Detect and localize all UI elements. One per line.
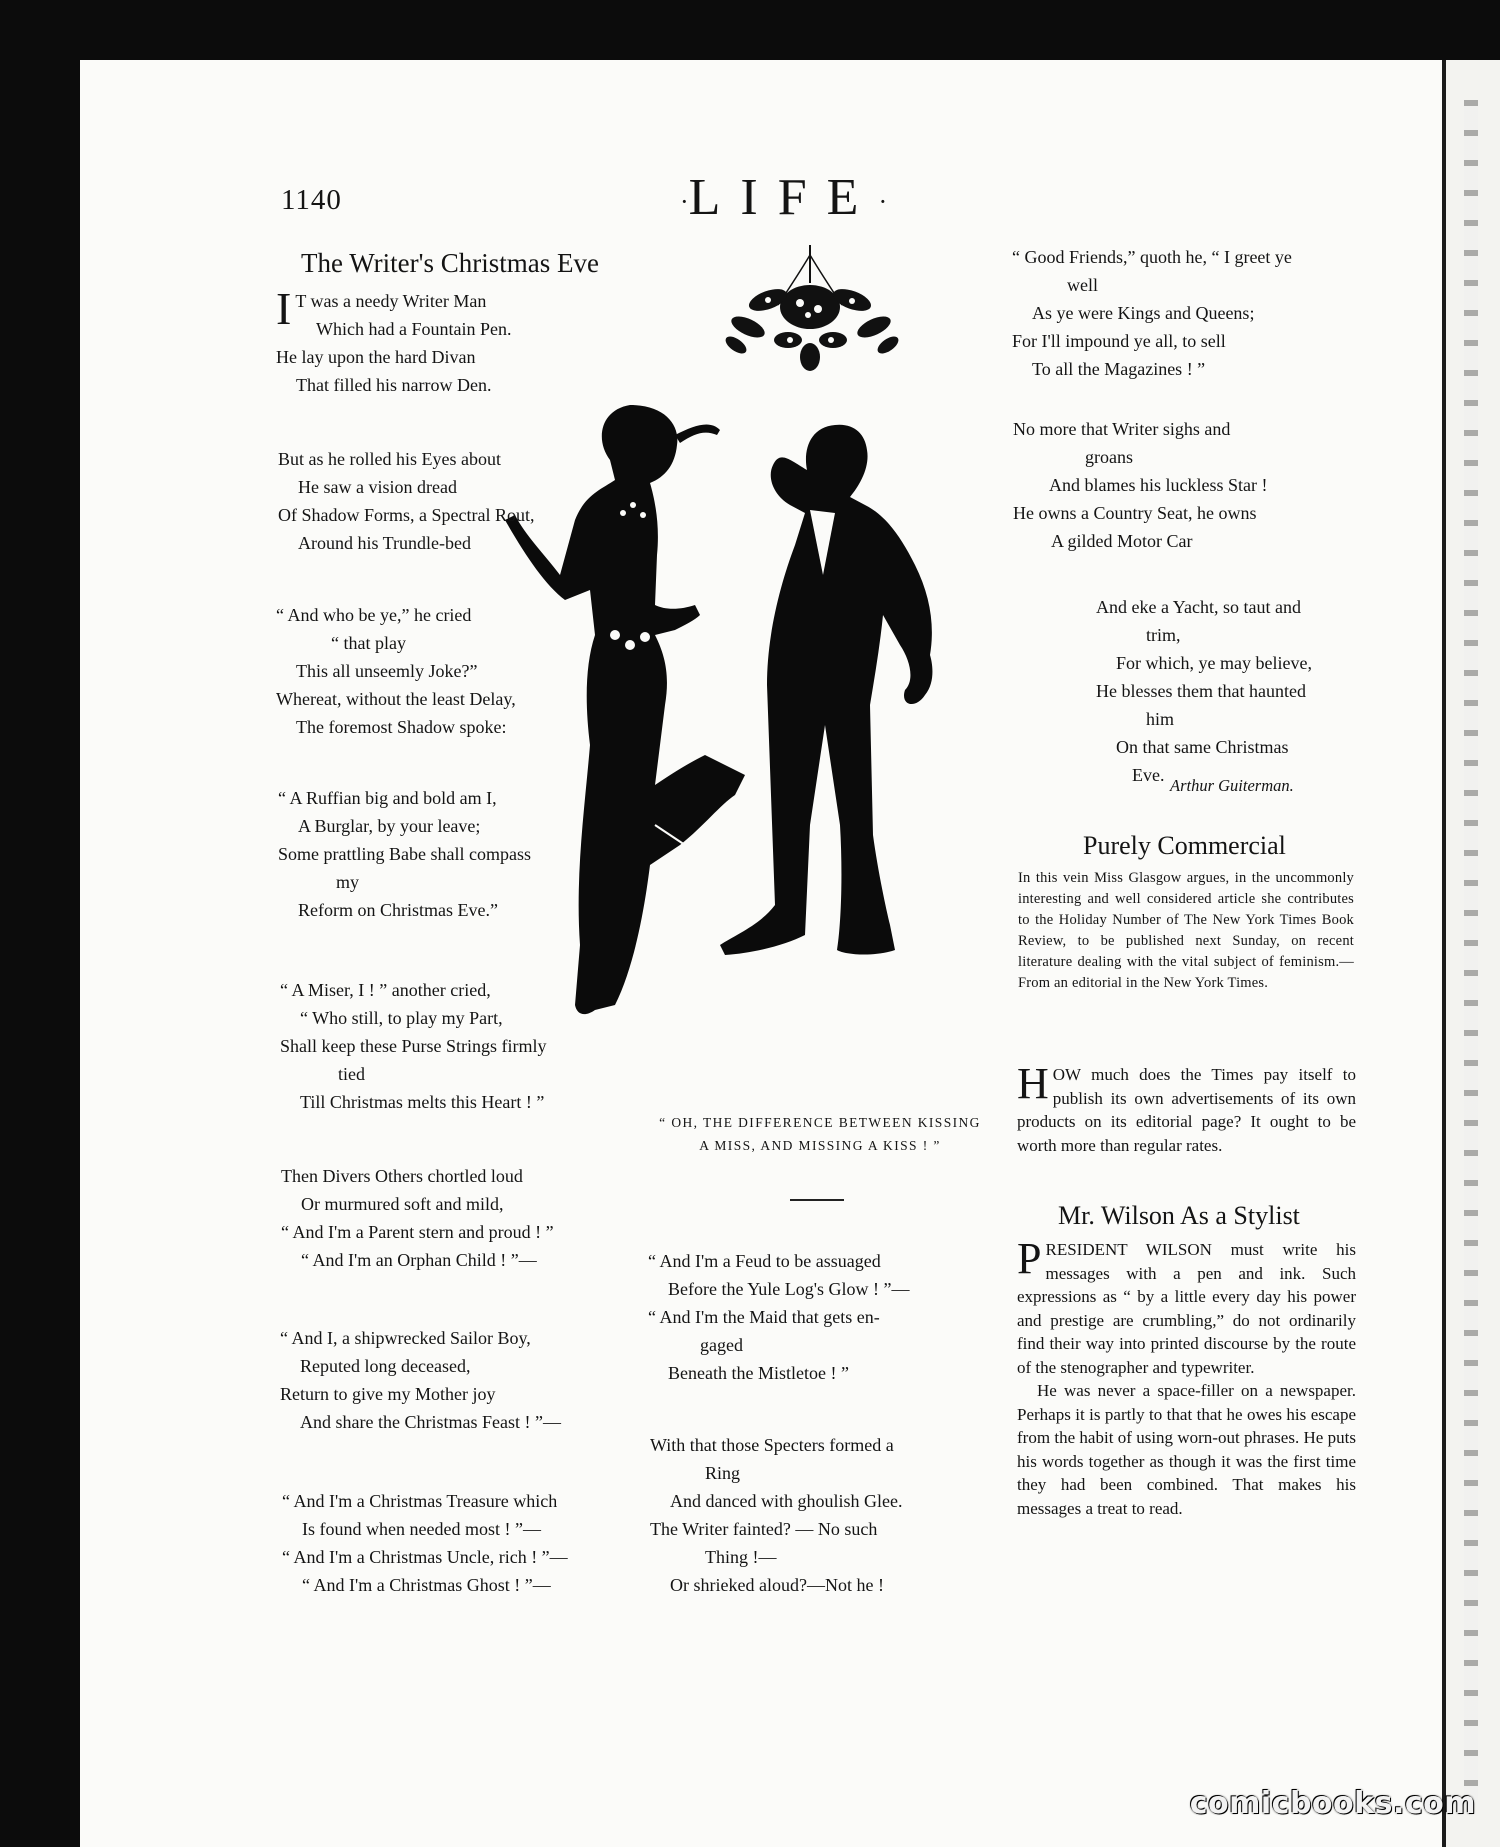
poem-line: my: [336, 872, 360, 892]
poem-line: He owns a Country Seat, he owns: [1013, 503, 1257, 523]
section-title-wilson: Mr. Wilson As a Stylist: [1058, 1201, 1300, 1230]
poem-stanza-12: [1013, 415, 1267, 555]
watermark: comicbooks.com: [1189, 1786, 1476, 1821]
poem-stanza-7: [280, 1324, 561, 1436]
section-divider: [790, 1199, 844, 1201]
article-paragraph: RESIDENT WILSON must write his messages with a pen and ink. Such expressions as “ by a little every day his power and prestige are crumbling,” do not ordinarily find their way into printed discourse by the route of the stenographer and typewriter.: [1017, 1240, 1356, 1377]
poem-line: Shall keep these Purse Strings firmly: [280, 1036, 547, 1056]
poem-line: For I'll impound ye all, to sell: [1012, 331, 1226, 351]
dancing-couple-silhouette: [505, 405, 1035, 1085]
poem-line: Or murmured soft and mild,: [301, 1194, 504, 1214]
poem-stanza-10: [650, 1431, 902, 1599]
poem-line: But as he rolled his Eyes about: [278, 449, 501, 469]
poem-line: “ A Miser, I ! ” another cried,: [280, 980, 491, 1000]
poem-line: Beneath the Mistletoe ! ”: [668, 1363, 849, 1383]
illustration-caption: [640, 1111, 1000, 1157]
poem-line: A Burglar, by your leave;: [298, 816, 481, 836]
mistletoe-ornament: [718, 245, 918, 380]
poem-line: “ And I'm a Christmas Uncle, rich ! ”—: [282, 1547, 568, 1567]
poem-line: “ And I'm a Parent stern and proud ! ”: [281, 1222, 554, 1242]
poem-stanza-8: [282, 1487, 568, 1599]
masthead: ·LIFE·: [680, 169, 888, 226]
poem-line: He blesses them that haunted: [1096, 681, 1306, 701]
poem-stanza-13: [1096, 593, 1312, 789]
poem-stanza-6: [281, 1162, 554, 1274]
poem-line: Thing !—: [705, 1547, 777, 1567]
poem-stanza-2: [278, 445, 534, 557]
poem-line: The foremost Shadow spoke:: [296, 717, 507, 737]
page-number: 1140: [281, 184, 342, 216]
caption-line: A MISS, AND MISSING A KISS ! ”: [699, 1138, 941, 1153]
poem-line: “ A Ruffian big and bold am I,: [278, 788, 497, 808]
poem-line: Around his Trundle-bed: [298, 533, 472, 553]
caption-line: “ OH, THE DIFFERENCE BETWEEN KISSING: [659, 1115, 981, 1130]
poem-line: him: [1146, 709, 1175, 729]
poem-line: Reputed long deceased,: [300, 1356, 471, 1376]
poem-line: A gilded Motor Car: [1051, 531, 1193, 551]
poem-line: The Writer fainted? — No such: [650, 1519, 878, 1539]
quoted-intro: In this vein Miss Glasgow argues, in the uncommonly interesting and well considered article she contributes to the Holiday Number of The New York Times Book Review, to be published next Sunday, on recent literature dealing with the vital subject of feminism.—From an editorial in the New York Times.: [1018, 870, 1354, 991]
poem-line: Is found when needed most ! ”—: [302, 1519, 541, 1539]
poem-line: And danced with ghoulish Glee.: [670, 1491, 903, 1511]
poem-author: Arthur Guiterman.: [1170, 776, 1294, 795]
poem-line: Or shrieked aloud?—Not he !: [670, 1575, 884, 1595]
poem-line: And eke a Yacht, so taut and: [1096, 597, 1301, 617]
poem-line: Which had a Fountain Pen.: [316, 319, 512, 339]
poem-line: “ And I'm a Feud to be assuaged: [648, 1251, 881, 1271]
poem-line: Eve.: [1132, 765, 1165, 785]
poem-line: “ And I, a shipwrecked Sailor Boy,: [280, 1328, 531, 1348]
poem-line: And share the Christmas Feast ! ”—: [300, 1412, 561, 1432]
poem-line: gaged: [700, 1335, 743, 1355]
article-wilson: [1017, 1234, 1356, 1520]
section-title-purely-commercial: Purely Commercial: [1083, 831, 1286, 860]
poem-line: As ye were Kings and Queens;: [1032, 303, 1255, 323]
poem-line: “ Who still, to play my Part,: [300, 1008, 503, 1028]
poem-line: tied: [338, 1064, 365, 1084]
poem-stanza-1: [276, 283, 616, 399]
poem-line: “ And I'm an Orphan Child ! ”—: [301, 1250, 537, 1270]
poem-line: That filled his narrow Den.: [296, 375, 492, 395]
article-purely-commercial: [1017, 1059, 1356, 1157]
poem-line: groans: [1085, 447, 1133, 467]
poem-line: well: [1067, 275, 1098, 295]
poem-line: Of Shadow Forms, a Spectral Rout,: [278, 505, 535, 525]
drop-cap: I: [276, 283, 292, 334]
drop-cap: P: [1017, 1234, 1042, 1283]
poem-line: Reform on Christmas Eve.”: [298, 900, 498, 920]
poem-stanza-3: [276, 601, 516, 741]
poem-line: On that same Christmas: [1116, 737, 1289, 757]
poem-stanza-9: [648, 1247, 910, 1387]
poem-line: Before the Yule Log's Glow ! ”—: [668, 1279, 910, 1299]
poem-line: Some prattling Babe shall compass: [278, 844, 531, 864]
poem-line: Return to give my Mother joy: [280, 1384, 496, 1404]
poem-line: To all the Magazines ! ”: [1032, 359, 1206, 379]
poem-line: He lay upon the hard Divan: [276, 347, 476, 367]
poem-title: The Writer's Christmas Eve: [301, 248, 599, 278]
poem-line: trim,: [1146, 625, 1181, 645]
poem-stanza-5: [280, 976, 546, 1116]
poem-line: “ And who be ye,” he cried: [276, 605, 472, 625]
poem-line: Till Christmas melts this Heart ! ”: [300, 1092, 545, 1112]
article-paragraph: He was never a space-filler on a newspaper. Perhaps it is partly to that that he owes his escape from the habit of using worn-out phrases. He puts his words together as though it was the first time they had been combined. That makes his messages a treat to read.: [1017, 1381, 1356, 1518]
poem-line: Whereat, without the least Delay,: [276, 689, 516, 709]
poem-line: For which, ye may believe,: [1116, 653, 1312, 673]
drop-cap: H: [1017, 1059, 1049, 1108]
poem-line: With that those Specters formed a: [650, 1435, 894, 1455]
facing-page-edge: [1442, 60, 1500, 1847]
poem-line: T was a needy Writer Man: [295, 291, 487, 311]
poem-line: “ Good Friends,” quoth he, “ I greet ye: [1012, 247, 1292, 267]
poem-line: Then Divers Others chortled loud: [281, 1166, 523, 1186]
poem-line: “ And I'm a Christmas Ghost ! ”—: [302, 1575, 551, 1595]
poem-stanza-4: [278, 784, 531, 924]
poem-line: Ring: [705, 1463, 741, 1483]
poem-line: “ And I'm the Maid that gets en-: [648, 1307, 880, 1327]
poem-line: “ that play: [331, 633, 406, 653]
poem-line: And blames his luckless Star !: [1049, 475, 1268, 495]
poem-line: This all unseemly Joke?”: [296, 661, 478, 681]
poem-line: No more that Writer sighs and: [1013, 419, 1231, 439]
article-body: OW much does the Times pay itself to publish its own advertisements of its own products on its editorial page? It ought to be worth more than regular rates.: [1017, 1065, 1356, 1155]
poem-stanza-11: [1012, 243, 1292, 383]
poem-line: “ And I'm a Christmas Treasure which: [282, 1491, 558, 1511]
poem-line: He saw a vision dread: [298, 477, 457, 497]
